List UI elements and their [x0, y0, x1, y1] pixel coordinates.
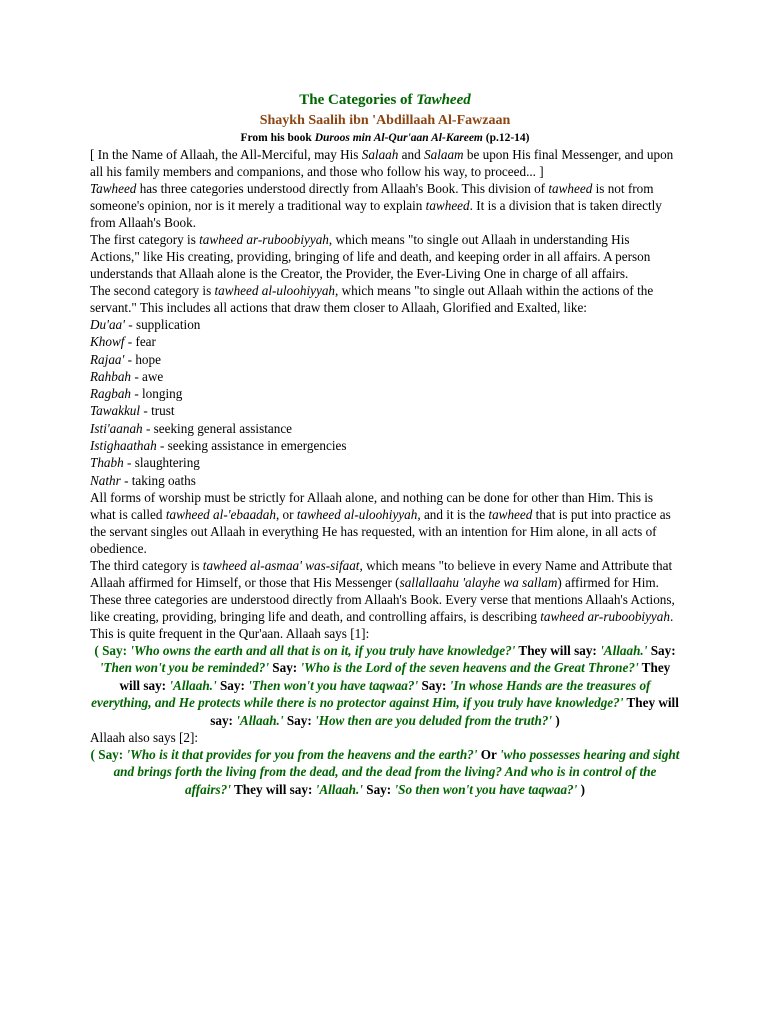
- list-item: Du'aa' - supplication: [90, 317, 201, 332]
- paragraph-worship: All forms of worship must be strictly for Allaah alone, and nothing can be done for other than Him. This is what is called tawheed al-'ebaadah, or tawheed al-uloohiyyah, and it is the tawheed that is put into practice as the servant singles out Allaah in everything He has requested, with an intention for Him alone, in all acts of obedience.: [90, 489, 671, 556]
- article-source: From his book Duroos min Al-Qur'aan Al-Kareem (p.12-14): [240, 132, 530, 144]
- paragraph-also-says: Allaah also says [2]:: [90, 730, 199, 745]
- list-item: Isti'aanah - seeking general assistance: [90, 420, 293, 436]
- worship-terms-list: [90, 316, 680, 489]
- paragraph-quran-evidence: These three categories are understood directly from Allaah's Book. Every verse that mentions Allaah's Actions, like creating, providing, bringing life and death, and controlling affairs, is describing tawheed ar-ruboobiyyah. This is quite frequent in the Qur'aan. Allaah says [1]:: [90, 591, 675, 641]
- list-item: Istighaathah - seeking assistance in emergencies: [90, 438, 347, 454]
- article: [90, 90, 680, 798]
- list-item: Tawakkul - trust: [90, 403, 175, 419]
- intro-paragraph: [ In the Name of Allaah, the All-Merciful, may His Salaah and Salaam be upon His final Messenger, and upon all his family members and companions, and those who follow his way, to proceed... ]: [90, 147, 674, 179]
- article-author: Shaykh Saalih ibn 'Abdillaah Al-Fawzaan: [259, 113, 511, 128]
- paragraph-first-category: The first category is tawheed ar-ruboobiyyah, which means "to single out Allaah in understanding His Actions," like His creating, providing, bringing of life and death, and keeping order in all affairs. A person understands that Allaah alone is the Creator, the Provider, the Ever-Living One in charge of all affairs.: [90, 232, 651, 281]
- list-item: Khowf - fear: [90, 334, 156, 350]
- list-item: Thabh - slaughtering: [90, 455, 200, 471]
- list-item: Rahbah - awe: [90, 368, 164, 384]
- paragraph-second-category: The second category is tawheed al-uloohiyyah, which means "to single out Allaah within the actions of the servant." This includes all actions that draw them closer to Allaah, Glorified and Exalted, like:: [90, 283, 654, 315]
- list-item: Rajaa' - hope: [90, 351, 161, 367]
- paragraph-third-category: The third category is tawheed al-asmaa' was-sifaat, which means "to believe in every Name and Attribute that Allaah affirmed for Himself, or those that His Messenger (sallallaahu 'alayhe wa sallam) affirmed for Him.: [90, 557, 673, 590]
- article-title: The Categories of Tawheed: [299, 92, 471, 108]
- list-item: Nathr - taking oaths: [90, 472, 196, 488]
- paragraph-categories: Tawheed has three categories understood directly from Allaah's Book. This division of tawheed is not from someone's opinion, nor is it merely a traditional way to explain tawheed. It is a division that is taken directly from Allaah's Book.: [90, 181, 662, 230]
- list-item: Ragbah - longing: [90, 386, 183, 402]
- quran-verse-1: ( Say: 'Who owns the earth and all that is on it, if you truly have knowledge?' They will say: 'Allaah.' Say: 'Then won't you be reminded?' Say: 'Who is the Lord of the seven heavens and the Great Throne?' They will say: 'Allaah.' Say: 'Then won't you have taqwaa?' Say: 'In whose Hands are the treasures of everything, and He protects while there is no protector against Him, if you truly have knowledge?' They will say: 'Allaah.' Say: 'How then are you deluded from the truth?' ): [91, 642, 679, 728]
- quran-verse-2: ( Say: 'Who is it that provides for you from the heavens and the earth?' Or 'who possesses hearing and sight and brings forth the living from the dead, and the dead from the living? And who is in control of the affairs?' They will say: 'Allaah.' Say: 'So then won't you have taqwaa?' ): [90, 747, 680, 797]
